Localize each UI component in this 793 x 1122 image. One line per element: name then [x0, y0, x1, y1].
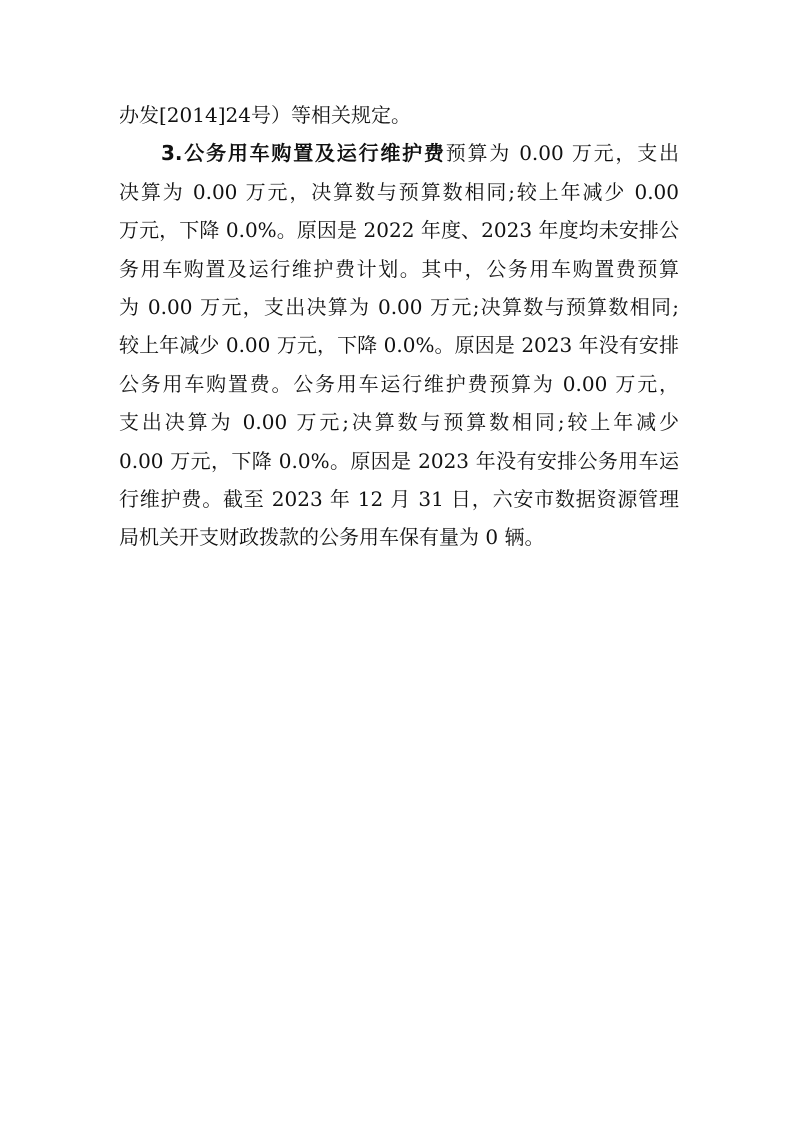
text-line: 较上年减少 0.00 万元，下降 0.0%。原因是 2023 年没有安排 — [119, 333, 679, 358]
text-line: 0.00 万元，下降 0.0%。原因是 2023 年没有安排公务用车运 — [119, 448, 679, 473]
section-first-line — [119, 134, 679, 172]
text-line: 支出决算为 0.00 万元;决算数与预算数相同;较上年减少 — [119, 410, 679, 435]
text-line: 行维护费。截至 2023 年 12 月 31 日，六安市数据资源管理 — [119, 486, 679, 511]
text-line: 万元，下降 0.0%。原因是 2022 年度、2023 年度均未安排公 — [119, 218, 679, 243]
section-first-line-text: 预算为 0.00 万元，支出 — [445, 141, 679, 166]
section-heading: 3.公务用车购置及运行维护费 — [161, 141, 446, 166]
text-line: 务用车购置及运行维护费计划。其中，公务用车购置费预算 — [119, 256, 679, 281]
text-line: 决算为 0.00 万元，决算数与预算数相同;较上年减少 0.00 — [119, 179, 679, 204]
text-line: 办发[2014]24号）等相关规定。 — [119, 103, 411, 127]
text-line: 局机关开支财政拨款的公务用车保有量为 0 辆。 — [119, 525, 545, 550]
text-line: 公务用车购置费。公务用车运行维护费预算为 0.00 万元， — [119, 371, 679, 396]
text-line: 为 0.00 万元，支出决算为 0.00 万元;决算数与预算数相同; — [119, 294, 679, 319]
body-text — [119, 96, 679, 557]
